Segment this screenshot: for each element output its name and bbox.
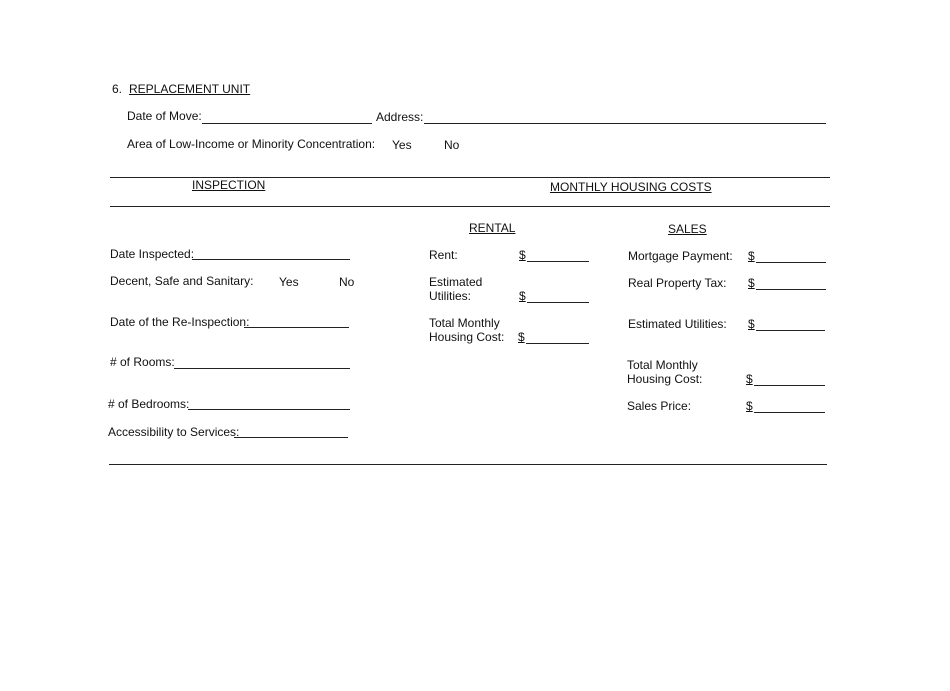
- sales-utilities-field[interactable]: [756, 330, 825, 331]
- sales-utilities-dollar: $: [748, 317, 755, 331]
- bottom-rule: [109, 464, 827, 465]
- accessibility-field[interactable]: [234, 437, 348, 438]
- rooms-label: # of Rooms:: [110, 355, 175, 369]
- bedrooms-field[interactable]: [188, 409, 350, 410]
- rental-total-dollar: $: [518, 330, 525, 344]
- sales-total-dollar: $: [746, 372, 753, 386]
- rent-label: Rent:: [429, 248, 458, 262]
- rental-utilities-field[interactable]: [527, 302, 589, 303]
- rental-header: RENTAL: [469, 221, 516, 235]
- area-yes-option[interactable]: Yes: [392, 138, 412, 152]
- date-of-move-label: Date of Move:: [127, 109, 202, 123]
- accessibility-label: Accessibility to Services:: [108, 425, 240, 439]
- bedrooms-label: # of Bedrooms:: [108, 397, 190, 411]
- address-label: Address:: [376, 110, 424, 124]
- rent-field[interactable]: [527, 261, 589, 262]
- rental-total-field[interactable]: [526, 343, 589, 344]
- date-of-move-field[interactable]: [202, 123, 372, 124]
- reinspection-field[interactable]: [244, 327, 349, 328]
- address-field[interactable]: [424, 123, 826, 124]
- sales-total-field[interactable]: [754, 385, 825, 386]
- sales-price-label: Sales Price:: [627, 399, 692, 413]
- rooms-field[interactable]: [174, 368, 350, 369]
- sales-total-label-2: Housing Cost:: [627, 372, 703, 386]
- mortgage-label: Mortgage Payment:: [628, 249, 733, 263]
- header-bottom-rule: [110, 206, 830, 207]
- rental-utilities-label-1: Estimated: [429, 275, 483, 289]
- decent-yes-option[interactable]: Yes: [279, 275, 299, 289]
- rent-dollar: $: [519, 248, 526, 262]
- monthly-housing-costs-header: MONTHLY HOUSING COSTS: [550, 180, 712, 194]
- date-inspected-field[interactable]: [192, 259, 350, 260]
- mortgage-field[interactable]: [756, 262, 826, 263]
- rental-utilities-label-2: Utilities:: [429, 289, 472, 303]
- rental-total-label-1: Total Monthly: [429, 316, 500, 330]
- property-tax-dollar: $: [748, 276, 755, 290]
- decent-safe-sanitary-label: Decent, Safe and Sanitary:: [110, 274, 254, 288]
- area-no-option[interactable]: No: [444, 138, 460, 152]
- sales-utilities-label: Estimated Utilities:: [628, 317, 727, 331]
- section-title: REPLACEMENT UNIT: [129, 82, 251, 96]
- sales-price-field[interactable]: [754, 412, 825, 413]
- section-number: 6.: [112, 82, 123, 96]
- area-low-income-label: Area of Low-Income or Minority Concentration:: [127, 137, 376, 151]
- reinspection-label: Date of the Re-Inspection:: [110, 315, 250, 329]
- sales-price-dollar: $: [746, 399, 753, 413]
- inspection-header: INSPECTION: [192, 178, 266, 192]
- decent-no-option[interactable]: No: [339, 275, 355, 289]
- date-inspected-label: Date Inspected:: [110, 247, 195, 261]
- rental-total-label-2: Housing Cost:: [429, 330, 505, 344]
- property-tax-field[interactable]: [756, 289, 826, 290]
- mortgage-dollar: $: [748, 249, 755, 263]
- rental-utilities-dollar: $: [519, 289, 526, 303]
- property-tax-label: Real Property Tax:: [628, 276, 727, 290]
- sales-header: SALES: [668, 222, 707, 236]
- sales-total-label-1: Total Monthly: [627, 358, 698, 372]
